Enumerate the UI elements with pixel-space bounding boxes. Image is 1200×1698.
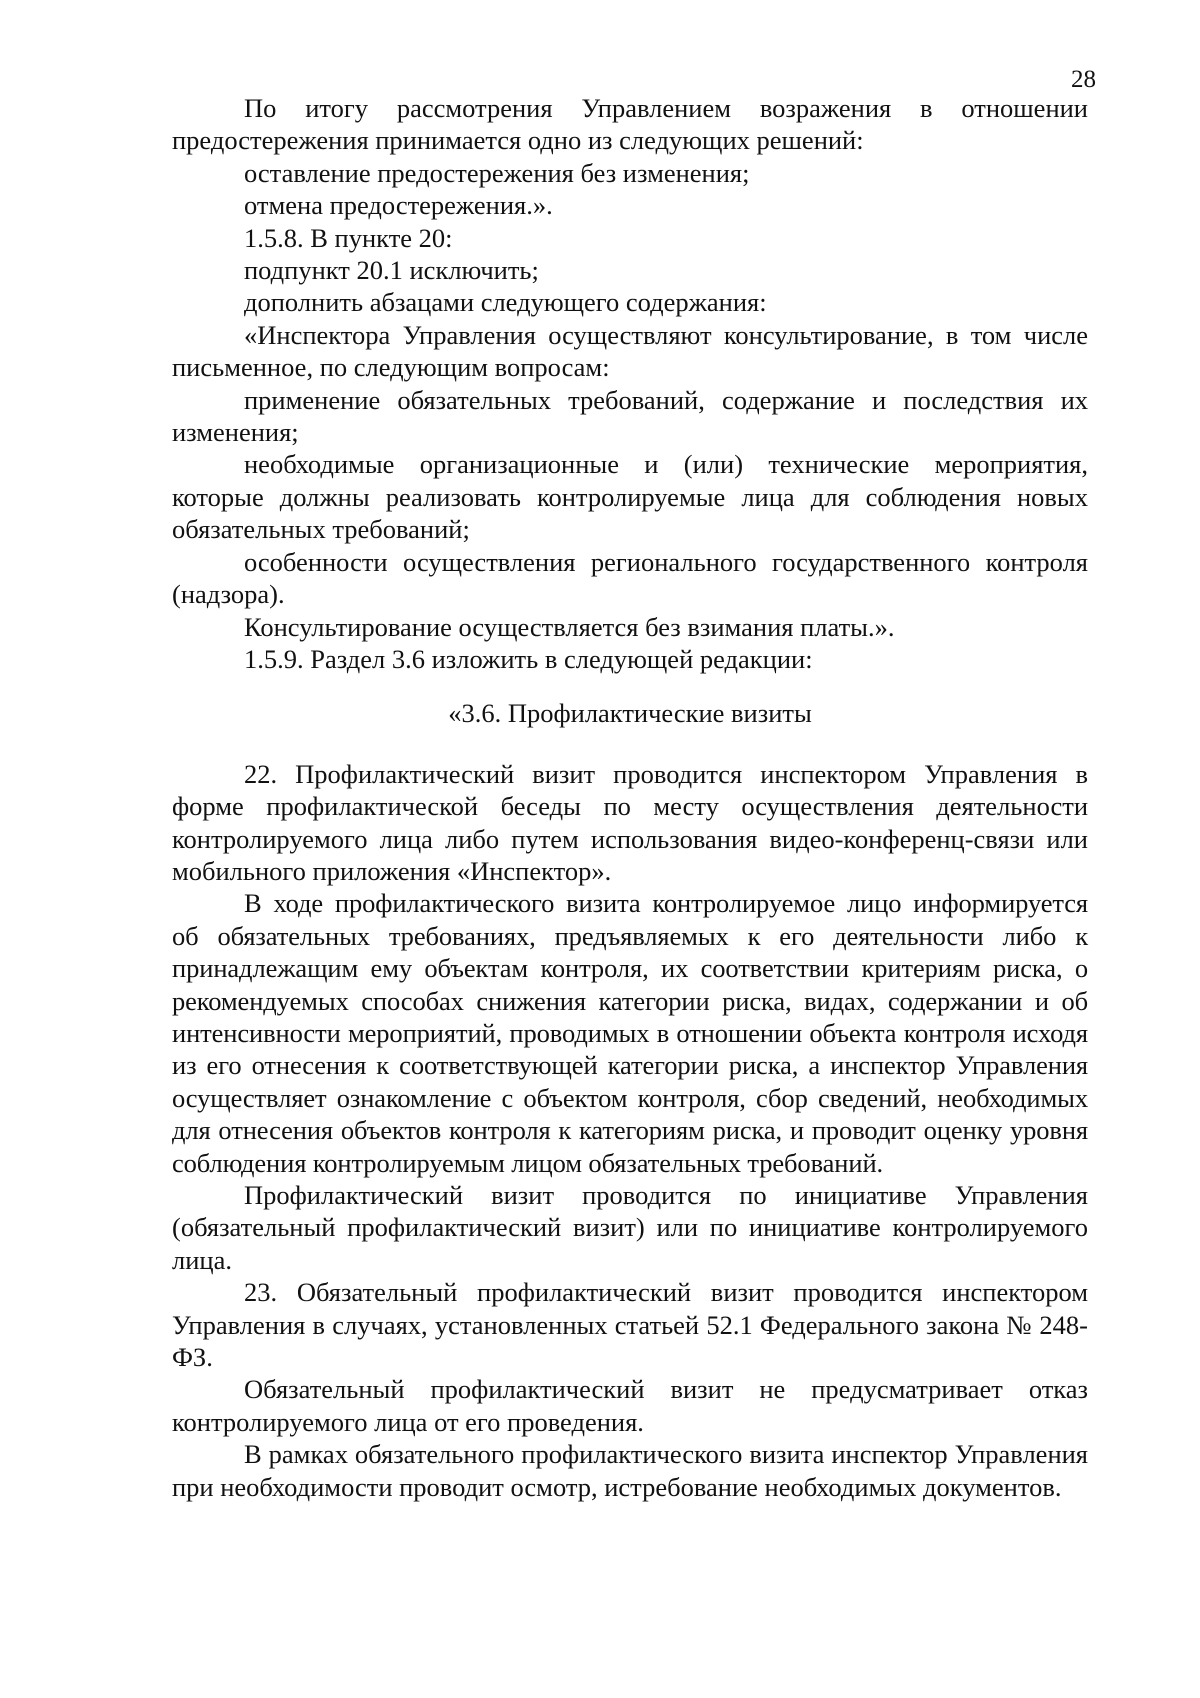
paragraph-visit-23: 23. Обязательный профилактический визит проводится инспектором Управления в случаях, установленных статьей 52.1 Федерального закона № 248-ФЗ.: [172, 1277, 1088, 1373]
paragraph-no-refusal: Обязательный профилактический визит не предусматривает отказ контролируемого лица от его проведения.: [172, 1374, 1088, 1437]
paragraph-decision-cancel: отмена предостережения.».: [244, 190, 553, 221]
paragraph-decision-keep: оставление предостережения без изменения;: [244, 157, 750, 188]
paragraph-objection-result: По итогу рассмотрения Управлением возражения в отношении предостережения принимается одно из следующих решений:: [172, 93, 1088, 156]
page-number: 28: [1071, 66, 1096, 93]
document-body: [172, 92, 1088, 1503]
paragraph-item-1-5-9: 1.5.9. Раздел 3.6 изложить в следующей редакции:: [244, 643, 813, 674]
section-heading: «3.6. Профилактические визиты: [448, 698, 812, 729]
paragraph-consulting-topic-1: применение обязательных требований, содержание и последствия их изменения;: [172, 384, 1088, 448]
paragraph-consulting: «Инспектора Управления осуществляют консультирование, в том числе письменное, по следующим вопросам:: [172, 319, 1088, 383]
paragraph-item-1-5-8: 1.5.8. В пункте 20:: [244, 222, 453, 253]
paragraph-visit-22: 22. Профилактический визит проводится инспектором Управления в форме профилактической беседы по месту осуществления деятельности контролируемого лица либо путем использования видео-конференц-связи или мобильного приложения «Инспектор».: [172, 758, 1088, 886]
paragraph-consulting-topic-3: особенности осуществления регионального государственного контроля (надзора).: [172, 546, 1088, 610]
paragraph-inspection: В рамках обязательного профилактического визита инспектор Управления при необходимости проводит осмотр, истребование необходимых документов.: [172, 1439, 1088, 1502]
paragraph-supplement: дополнить абзацами следующего содержания:: [244, 287, 767, 318]
paragraph-consulting-topic-2: необходимые организационные и (или) технические мероприятия, которые должны реализовать контролируемые лица для соблюдения новых обязательных требований;: [172, 449, 1088, 545]
paragraph-free-consulting: Консультирование осуществляется без взимания платы.».: [244, 611, 895, 642]
paragraph-subitem-exclude: подпункт 20.1 исключить;: [244, 255, 539, 286]
paragraph-visit-informing: В ходе профилактического визита контролируемое лицо информируется об обязательных требованиях, предъявляемых к его деятельности либо к принадлежащим ему объектам контроля, их соответствии критериям риска, о рекомендуемых способах снижения категории риска, видах, содержании и об интенсивности мероприятий, проводимых в отношении объекта контроля исходя из его отнесения к соответствующей категории риска, а инспектор Управления осуществляет ознакомление с объектом контроля, сбор сведений, необходимых для отнесения объектов контроля к категориям риска, и проводит оценку уровня соблюдения контролируемым лицом обязательных требований.: [172, 888, 1088, 1178]
paragraph-visit-initiative: Профилактический визит проводится по инициативе Управления (обязательный профилактический визит) или по инициативе контролируемого лица.: [172, 1180, 1088, 1275]
